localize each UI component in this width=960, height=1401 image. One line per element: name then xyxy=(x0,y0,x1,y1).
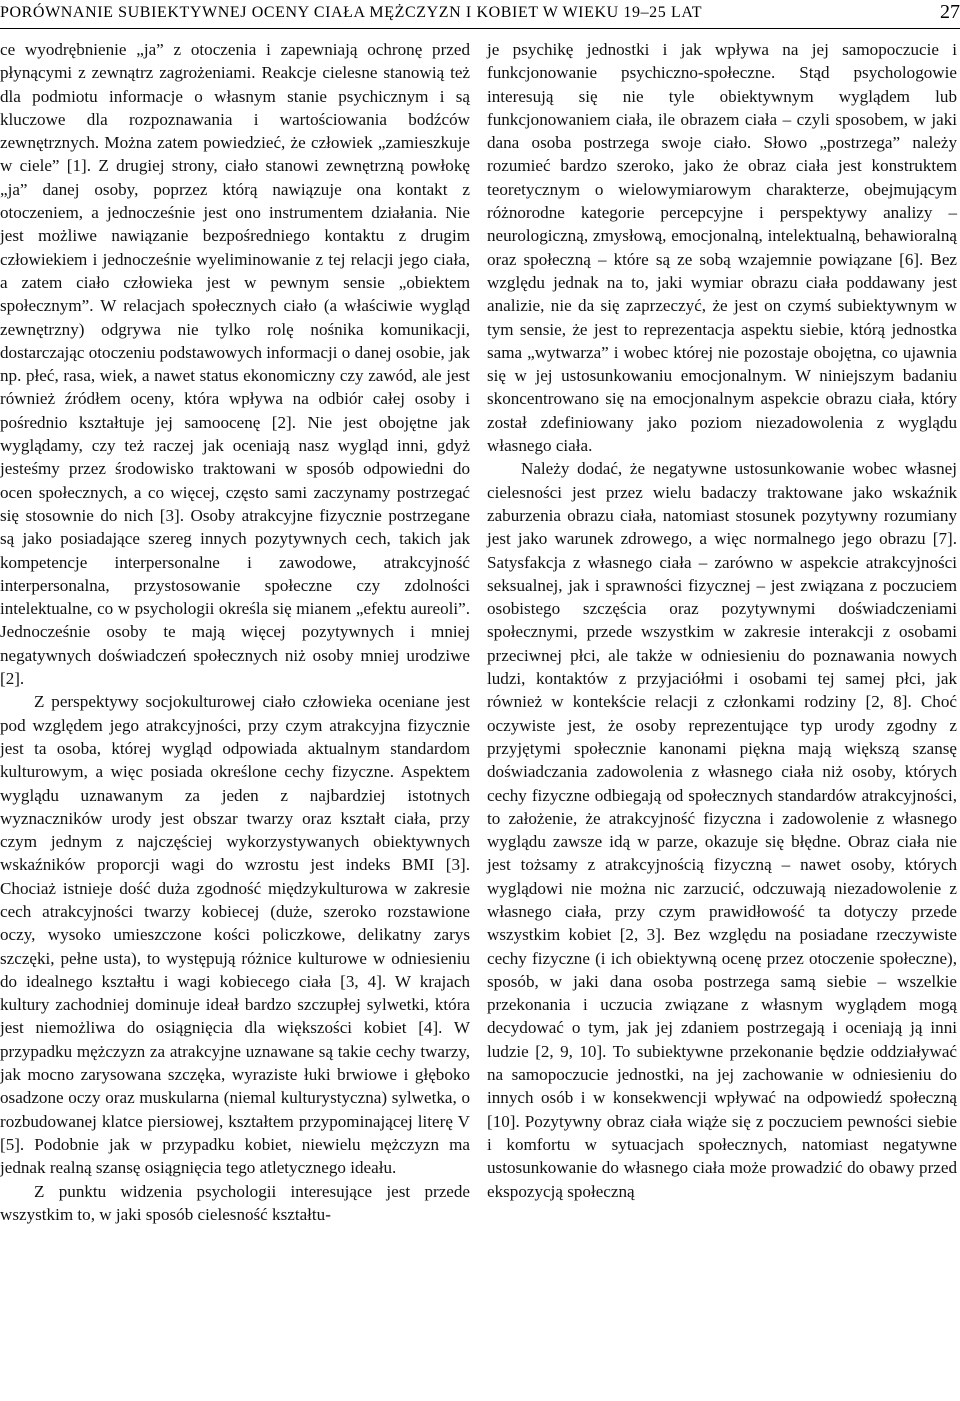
paragraph: Z perspektywy socjokulturowej ciało człowieka oceniane jest pod względem jego atrakcyjności, przy czym atrakcyjna fizycznie jest ta osoba, której wygląd odpowiada aktualnym standardom kulturowym, a więc posiada określone cechy fizyczne. Aspektem wyglądu uznawanym za jeden z najbardziej istotnych wyznaczników urody jest obszar twarzy oraz kształt ciała, przy czym jednym z najczęściej wykorzystywanych obiektywnych wskaźników proporcji wagi do wzrostu jest indeks BMI [3]. Chociaż istnieje dość duża zgodność międzykulturowa w zakresie cech atrakcyjności twarzy kobiecej (duże, szeroko rozstawione oczy, wysoko umieszczone kości policzkowe, delikatny zarys szczęki, pełne usta), to występują różnice kulturowe w odniesieniu do idealnego kształtu i wagi kobiecego ciała [3, 4]. W krajach kultury zachodniej dominuje ideał bardzo szczupłej sylwetki, która jest niemożliwa do osiągnięcia dla większości kobiet [4]. W przypadku mężczyzn za atrakcyjne uznawane są takie cechy twarzy, jak mocno zarysowana szczęka, wyraziste łuki brwiowe i głęboko osadzone oczy oraz muskularna (niemal kulturystyczna) sylwetka, o rozbudowanej klatce piersiowej, kształtem przypominającej literę V [5]. Podobnie jak w przypadku kobiet, niewielu mężczyzn ma jednak realną szansę osiągnięcia tego atletycznego ideału. xyxy=(0,692,470,1178)
running-header xyxy=(0,0,960,30)
left-column xyxy=(0,38,470,1226)
paragraph: ce wyodrębnienie „ja” z otoczenia i zapewniają ochronę przed płynącymi z zewnątrz zagrożeniami. Reakcje cielesne stanowią też dla podmiotu informacje o własnym stanie psychicznym i są kluczowe dla rozpoznawania i wartościowania bodźców zewnętrznych. Można zatem powiedzieć, że człowiek „zamieszkuje w ciele” [1]. Z drugiej strony, ciało stanowi zewnętrzną powłokę „ja” danej osoby, poprzez którą nawiązuje ona kontakt z otoczeniem, a jednocześnie jest ono instrumentem działania. Nie jest możliwe nawiązanie bezpośredniego kontaktu z drugim człowiekiem i jednocześnie wyeliminowanie z tej relacji jego ciała, a zatem ciało człowieka jest w pewnym sensie „obiektem społecznym”. W relacjach społecznych ciało (a właściwie wygląd zewnętrzny) odgrywa nie tylko rolę nośnika komunikacji, dostarczając otoczeniu podstawowych informacji o danej osobie, jak np. płeć, rasa, wiek, a nawet status ekonomiczny czy zawód, ale jest również źródłem oceny, która wpływa na odbiór całej osoby i pośrednio kształtuje jej samoocenę [2]. Nie jest obojętne jak wyglądamy, czy też raczej jak oceniają nasz wygląd inni, gdyż jesteśmy przez środowisko traktowani w sposób odpowiedni do ocen społecznych, a co więcej, często sami zaczynamy postrzegać się stosownie do nich [3]. Osoby atrakcyjne fizycznie postrzegane są jako posiadające szereg innych pozytywnych cech, takich jak kompetencje interpersonalne i zawodowe, atrakcyjność interpersonalna, przystosowanie społeczne czy zdolności intelektualne, co w psychologii określa się mianem „efektu aureoli”. Jednocześnie osoby te mają więcej pozytywnych i mniej negatywnych doświadczeń społecznych niż osoby mniej urodziwe [2]. xyxy=(0,40,470,689)
paragraph: Należy dodać, że negatywne ustosunkowanie wobec własnej cielesności jest przez wielu badaczy traktowane jako wskaźnik zaburzenia obrazu ciała, natomiast stosunek pozytywny rozumiany jest jako warunek zdrowego, a więc normalnego jego obrazu [7]. Satysfakcja z własnego ciała – zarówno w aspekcie atrakcyjności seksualnej, jak i sprawności fizycznej – jest związana z poczuciem osobistego szczęścia oraz pozytywnymi doświadczeniami społecznymi, przede wszystkim w zakresie interakcji z osobami przeciwnej płci, ale także w odniesieniu do poznawania nowych ludzi, kontaktów z przyjaciółmi i osobami tej samej płci, jak również w kontekście relacji z członkami rodziny [2, 8]. Choć oczywiste jest, że osoby reprezentujące typ urody zgodny z przyjętymi społecznie kanonami piękna mają większą szansę doświadczania zadowolenia z własnego ciała niż osoby, których cechy fizyczne odbiegają od społecznych standardów atrakcyjności, to założenie, że atrakcyjność fizyczna i zadowolenie z własnego wyglądu zawsze idą w parze, okazuje się błędne. Obraz ciała nie jest tożsamy z atrakcyjnością fizyczną – nawet osoby, których wyglądowi nie można nic zarzucić, odczuwają niezadowolenie z własnego ciała, przy czym prawidłowość ta dotyczy przede wszystkim kobiet [2, 3]. Bez względu na posiadane rzeczywiste cechy fizyczne (i ich obiektywną ocenę przez otoczenie społeczne), sposób, w jaki dana osoba postrzega samą siebie – wszelkie przekonania i uczucia związane z własnym wyglądem mogą decydować o tym, jak jej zdaniem postrzegają i oceniają ją inni ludzie [2, 9, 10]. To subiektywne przekonanie będzie oddziaływać na samopoczucie jednostki, na jej zachowanie w odniesieniu do innych osób i w konsekwencji wpływać na odpowiedź społeczną [10]. Pozytywny obraz ciała wiąże się z poczuciem pewności siebie i komfortu w sytuacjach społecznych, natomiast negatywne ustosunkowanie do własnego ciała może prowadzić do obawy przed ekspozycją społeczną xyxy=(487,459,957,1201)
right-column xyxy=(487,38,957,1203)
paragraph: je psychikę jednostki i jak wpływa na jej samopoczucie i funkcjonowanie psychiczno-społeczne. Stąd psychologowie interesują się nie tyle obiektywnym wyglądem lub funkcjonowaniem ciała, ile obrazem ciała – czyli sposobem, w jaki dana osoba postrzega swoje ciało. Słowo „postrzega” należy rozumieć bardzo szeroko, jako że obraz ciała jest konstruktem teoretycznym o wielowymiarowym charakterze, obejmującym różnorodne kategorie percepcyjne i perspektywy analizy – neurologiczną, zmysłową, emocjonalną, intelektualną, behawioralną oraz społeczną – które są ze sobą wzajemnie powiązane [6]. Bez względu jednak na to, jaki wymiar obrazu ciała poddawany jest analizie, nie da się zaprzeczyć, że jest on czymś subiektywnym w tym sensie, że jest to reprezentacja aspektu siebie, którą jednostka sama „wytwarza” i wobec której nie pozostaje obojętna, co ujawnia się w jej ustosunkowaniu emocjonalnym. W niniejszym badaniu skoncentrowano się na emocjonalnym aspekcie obrazu ciała, który został zdefiniowany jako poziom niezadowolenia z wyglądu własnego ciała. xyxy=(487,40,957,456)
header-rule xyxy=(0,28,960,29)
page-number: 27 xyxy=(940,1,960,23)
running-title: PORÓWNANIE SUBIEKTYWNEJ OCENY CIAŁA MĘŻCZYZN I KOBIET W WIEKU 19–25 LAT xyxy=(0,4,703,21)
paragraph: Z punktu widzenia psychologii interesujące jest przede wszystkim to, w jaki sposób cielesność kształtu- xyxy=(0,1181,470,1224)
